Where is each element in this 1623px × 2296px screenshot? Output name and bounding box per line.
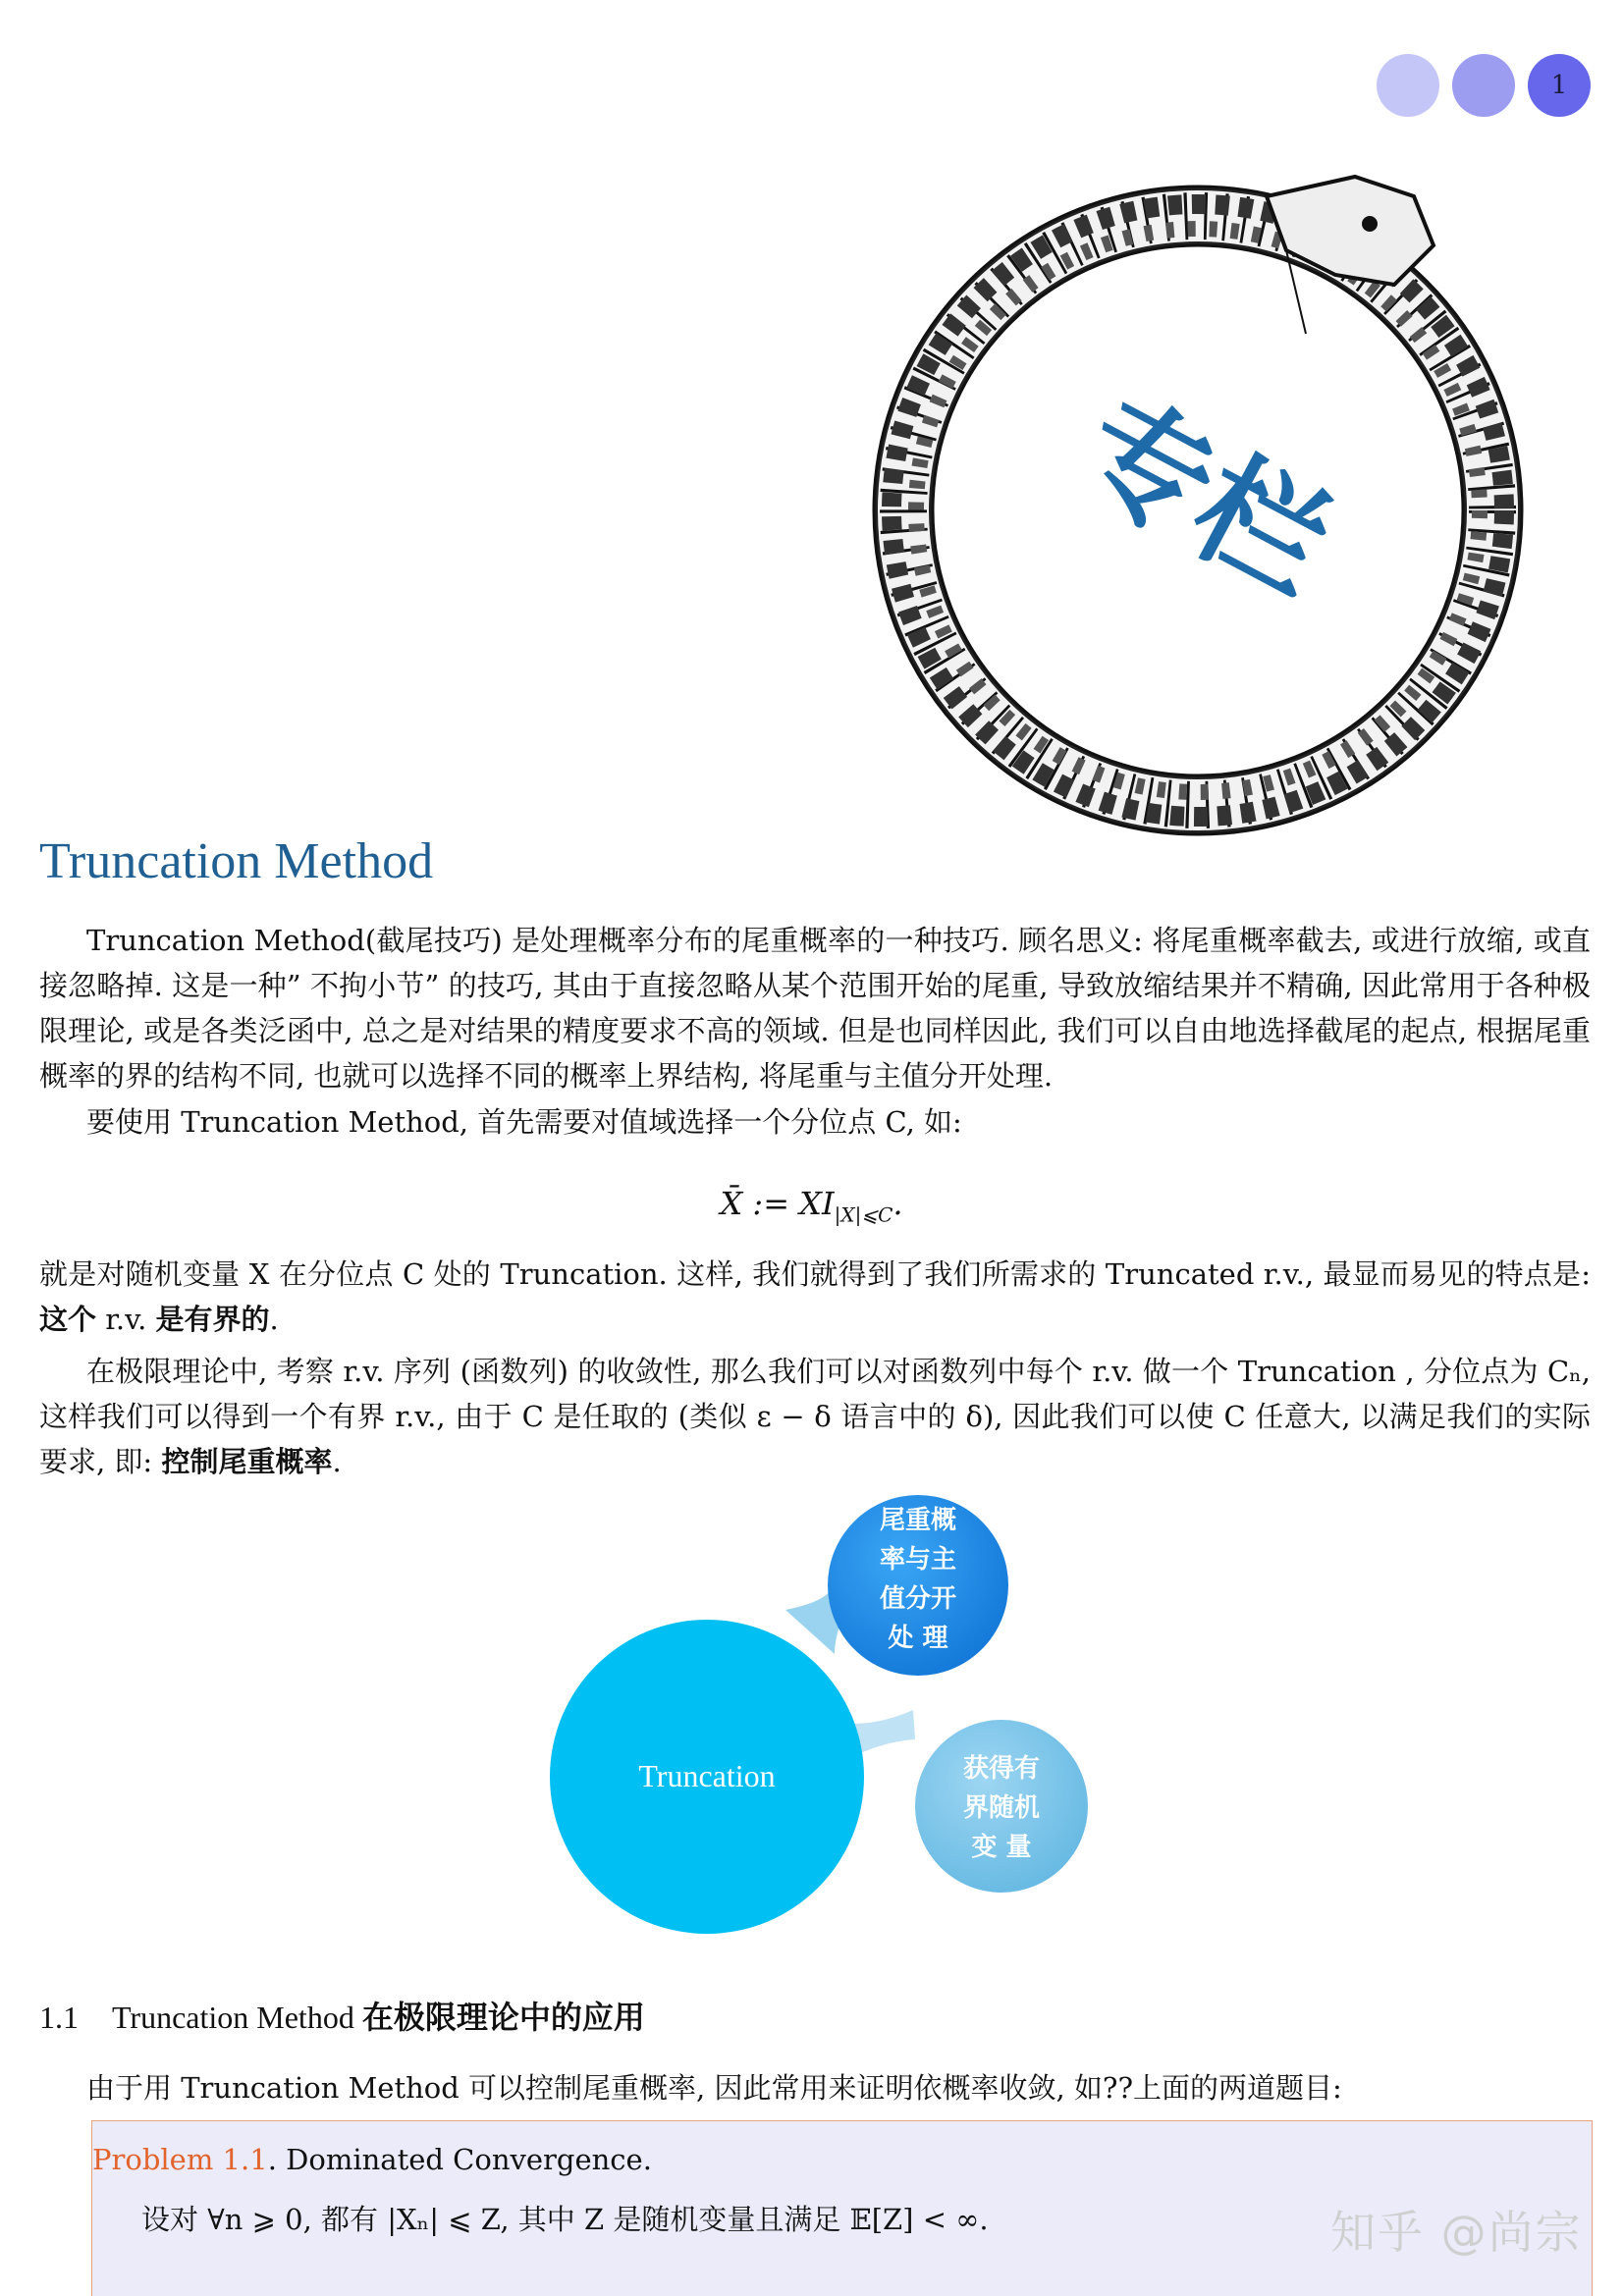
problem-statement: 设对 ∀n ⩾ 0, 都有 |Xₙ| ⩽ Z, 其中 Z 是随机变量且满足 𝔼[Z] < ∞.	[141, 2203, 989, 2236]
right-bubble-line-1: 获得有	[962, 1754, 1041, 1784]
truncation-bubble-diagram	[540, 1482, 1109, 1953]
right-bubble-line-3: 变 量	[971, 1833, 1032, 1862]
truncation-paragraph	[39, 1252, 1591, 1342]
formula-main: X̄ := XI	[720, 1185, 835, 1222]
problem-heading	[92, 2143, 652, 2176]
page-dot-1	[1377, 54, 1439, 117]
p4-end: .	[332, 1445, 342, 1478]
formula-subscript: |X|⩽C	[834, 1202, 893, 1227]
right-bubble-line-2: 界随机	[962, 1793, 1041, 1823]
subsection-number: 1.1	[39, 2000, 79, 2035]
top-bubble-line-4: 处 理	[888, 1624, 948, 1653]
p3-end: .	[269, 1303, 279, 1336]
ouroboros-illustration	[844, 157, 1551, 864]
page-number-badge: 1	[1528, 54, 1591, 117]
p4-bold: 控制尾重概率	[161, 1445, 333, 1478]
problem-label[interactable]: Problem 1.1	[92, 2143, 268, 2176]
problem-title: . Dominated Convergence.	[267, 2143, 652, 2176]
p4-text: 在极限理论中, 考察 r.v. 序列 (函数列) 的收敛性, 那么我们可以对函数列中每个 r.v. 做一个 Truncation , 分位点为 Cₙ, 这样我们可以得到一个有界 r.v., 由于 C 是任取的 (类似 ε − δ 语言中的 δ), 因此我们可以使 C 任意大, 以满足我们的实际要求, 即:	[39, 1355, 1591, 1478]
subsection-paragraph: 由于用 Truncation Method 可以控制尾重概率, 因此常用来证明依概率收敛, 如??上面的两道题目:	[86, 2071, 1342, 2105]
formula-end: .	[893, 1185, 903, 1222]
subsection-heading	[39, 1993, 645, 2038]
p3-bold-1: 这个	[39, 1303, 97, 1336]
subsection-title-en: Truncation Method	[112, 2000, 362, 2035]
illustration-caption: 专栏	[1056, 371, 1353, 623]
page-dot-2	[1452, 54, 1515, 117]
truncation-formula	[0, 1185, 1623, 1226]
top-bubble-line-3: 值分开	[879, 1584, 957, 1614]
top-bubble-line-2: 率与主	[879, 1545, 957, 1575]
limit-theory-paragraph	[39, 1349, 1591, 1484]
usage-paragraph: 要使用 Truncation Method, 首先需要对值域选择一个分位点 C, 如:	[86, 1105, 962, 1139]
p3-bold-2: 是有界的	[155, 1303, 270, 1336]
p3-text: 就是对随机变量 X 在分位点 C 处的 Truncation. 这样, 我们就得到了我们所需求的 Truncated r.v., 最显而易见的特点是:	[39, 1257, 1591, 1291]
top-bubble-line-1: 尾重概	[879, 1506, 957, 1535]
section-title: Truncation Method	[39, 833, 434, 889]
center-bubble-label: Truncation	[638, 1758, 776, 1793]
zhihu-watermark: 知乎 @尚宗	[1330, 2206, 1583, 2259]
subsection-title-zh: 在极限理论中的应用	[361, 1999, 645, 2036]
intro-paragraph: Truncation Method(截尾技巧) 是处理概率分布的尾重概率的一种技巧. 顾名思义: 将尾重概率截去, 或进行放缩, 或直接忽略掉. 这是一种” 不拘小节” 的技巧, 其由于直接忽略从某个范围开始的尾重, 导致放缩结果并不精确, 因此常用于各种极限理论, 或是各类泛函中, 总之是对结果的精度要求不高的领域. 但是也同样因此, 我们可以自由地选择截尾的起点, 根据尾重概率的界的结构不同, 也就可以选择不同的概率上界结构, 将尾重与主值分开处理.	[39, 924, 1591, 1093]
p3-rv: r.v.	[96, 1303, 156, 1336]
